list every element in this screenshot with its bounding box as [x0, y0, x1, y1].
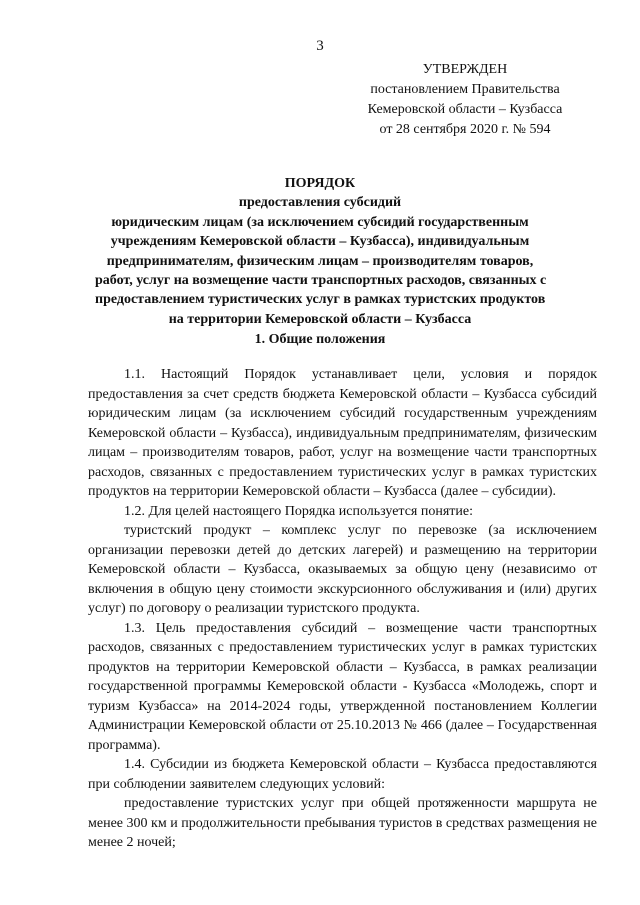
paragraph-1-3: 1.3. Цель предоставления субсидий – возмещение части транспортных расходов, связанных с предоставлением туристических услуг в рамках туристских продуктов на территории Кемеровской области – Кузбасса, в рамках реализации государственной программы Кемеровской области - Кузбасса «Молодежь, спорт и туризм Кузбасса» на 2014-2024 годы, утвержденной постановлением Коллегии Администрации Кемеровской области от 25.10.2013 № 466 (далее – Государственная программа).: [88, 620, 597, 753]
paragraph-1-2: 1.2. Для целей настоящего Порядка используется понятие:: [124, 503, 473, 519]
approval-line: Кемеровской области – Кузбасса: [367, 102, 563, 117]
title-line: предоставлением туристических услуг в рамках туристских продуктов: [95, 292, 546, 308]
paragraph-condition: предоставление туристских услуг при общей протяженности маршрута не менее 300 км и продолжительности пребывания туристов в средствах размещения не менее 2 ночей;: [88, 796, 597, 850]
title-line: предпринимателям, физическим лицам – производителям товаров,: [106, 253, 534, 269]
title-line: юридическим лицам (за исключением субсидий государственным: [111, 214, 529, 230]
title-line: работ, услуг на возмещение части транспортных расходов, связанных с: [95, 273, 547, 289]
title-line: на территории Кемеровской области – Кузбасса: [168, 311, 472, 327]
document-title: [95, 174, 545, 329]
paragraph-1-4: 1.4. Субсидии из бюджета Кемеровской области – Кузбасса предоставляются при соблюдении заявителем следующих условий:: [88, 757, 597, 792]
section-heading: 1. Общие положения: [254, 332, 386, 347]
title-line: учреждениям Кемеровской области – Кузбасса), индивидуальным: [110, 234, 530, 250]
title-line: предоставления субсидий: [238, 195, 402, 211]
page-number: 3: [316, 38, 324, 54]
title-line: ПОРЯДОК: [284, 176, 356, 191]
approval-heading: УТВЕРЖДЕН: [422, 62, 508, 77]
paragraph-1-1: 1.1. Настоящий Порядок устанавливает цели, условия и порядок предоставления за счет средств бюджета Кемеровской области – Кузбасса субсидий юридическим лицам (за исключением субсидий государственным учреждениям Кемеровской области – Кузбасса), индивидуальным предпринимателям, физическим лицам – производителям товаров, работ, услуг на возмещение части транспортных расходов, связанных с предоставлением туристических услуг в рамках туристских продуктов на территории Кемеровской области – Кузбасса (далее – субсидии).: [88, 367, 597, 499]
paragraph-definition: туристский продукт – комплекс услуг по перевозке (за исключением организации перевозки детей до детских лагерей) и размещению на территории Кемеровской области – Кузбасса, оказываемых за общую цену (независимо от включения в общую цену стоимости экскурсионного обслуживания и (или) других услуг) по договору о реализации туристского продукта.: [88, 523, 597, 616]
approval-line: постановлением Правительства: [370, 82, 560, 97]
approval-stamp: [330, 60, 600, 140]
approval-line: от 28 сентября 2020 г. № 594: [379, 122, 551, 137]
body-text: [88, 365, 597, 853]
